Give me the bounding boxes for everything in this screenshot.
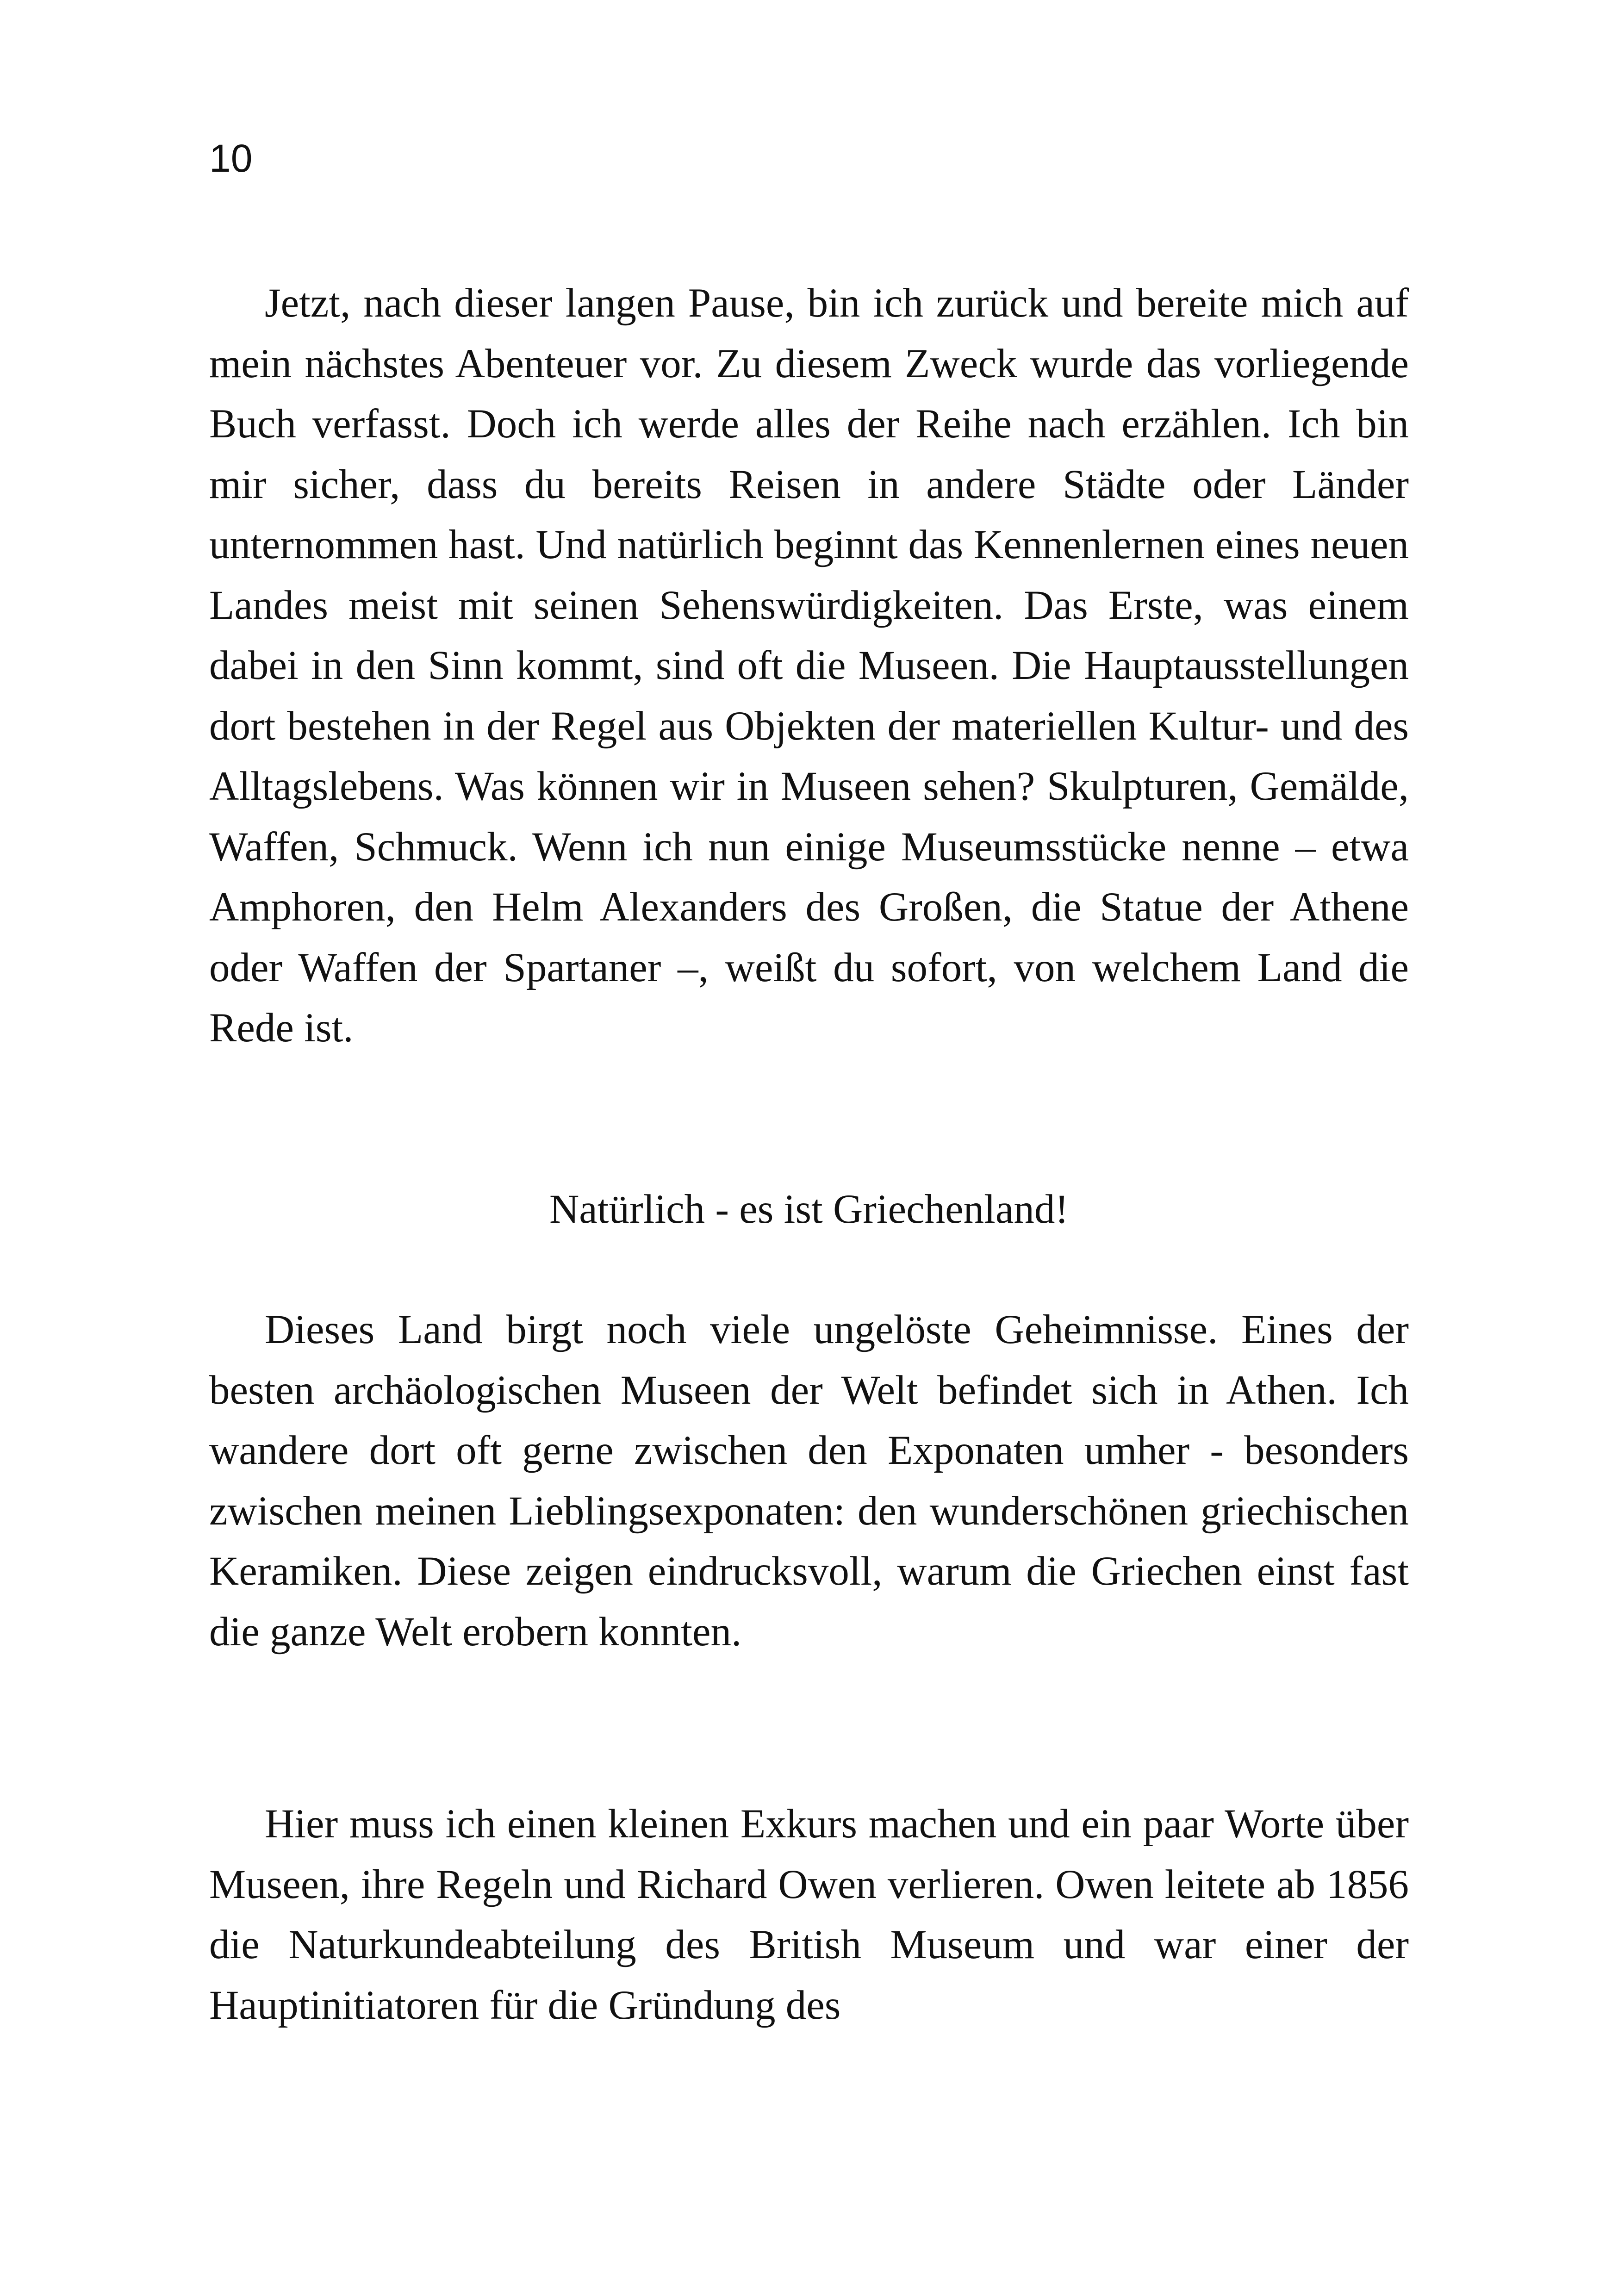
page-number: 10 <box>209 137 253 180</box>
paragraph-1-text: Jetzt, nach dieser langen Pause, bin ich zurück und bereite mich auf mein nächstes Abenteuer vor. Zu diesem Zweck wurde das vorliegende Buch verfasst. Doch ich werde alles der Reihe nach erzählen. Ich bin mir sicher, dass du bereits Reisen in andere Städte oder Länder unternommen hast. Und natürlich beginnt das Kennenlernen eines neuen Landes meist mit seinen Sehenswürdigkeiten. Das Erste, was einem dabei in den Sinn kommt, sind oft die Museen. Die Hauptausstellungen dort bestehen in der Regel aus Objekten der materiellen Kultur- und des Alltagslebens. Was können wir in Museen sehen? Skulpturen, Gemälde, Waffen, Schmuck. Wenn ich nun einige Museumsstücke nenne – etwa Amphoren, den Helm Alexanders des Großen, die Statue der Athene oder Waffen der Spartaner –, weißt du sofort, von welchem Land die Rede ist. <box>209 280 1409 1051</box>
paragraph-1 <box>209 273 1409 1058</box>
paragraph-2 <box>209 1300 1409 1662</box>
paragraph-3-text: Hier muss ich einen kleinen Exkurs machen und ein paar Worte über Museen, ihre Regeln und Richard Owen verlieren. Owen leitete ab 1856 die Naturkundeabteilung des British Museum und war einer der Hauptinitiatoren für die Gründung des <box>209 1801 1409 2028</box>
centered-exclamation <box>209 1179 1409 1240</box>
centered-exclamation-text: Natürlich - es ist Griechenland! <box>549 1187 1069 1232</box>
paragraph-2-text: Dieses Land birgt noch viele ungelöste Geheimnisse. Eines der besten archäologischen Museen der Welt befindet sich in Athen. Ich wandere dort oft gerne zwischen den Exponaten umher - besonders zwischen meinen Lieblingsexponaten: den wunderschönen griechischen Keramiken. Diese zeigen eindrucksvoll, warum die Griechen einst fast die ganze Welt erobern konnten. <box>209 1307 1409 1655</box>
paragraph-3 <box>209 1794 1409 2035</box>
